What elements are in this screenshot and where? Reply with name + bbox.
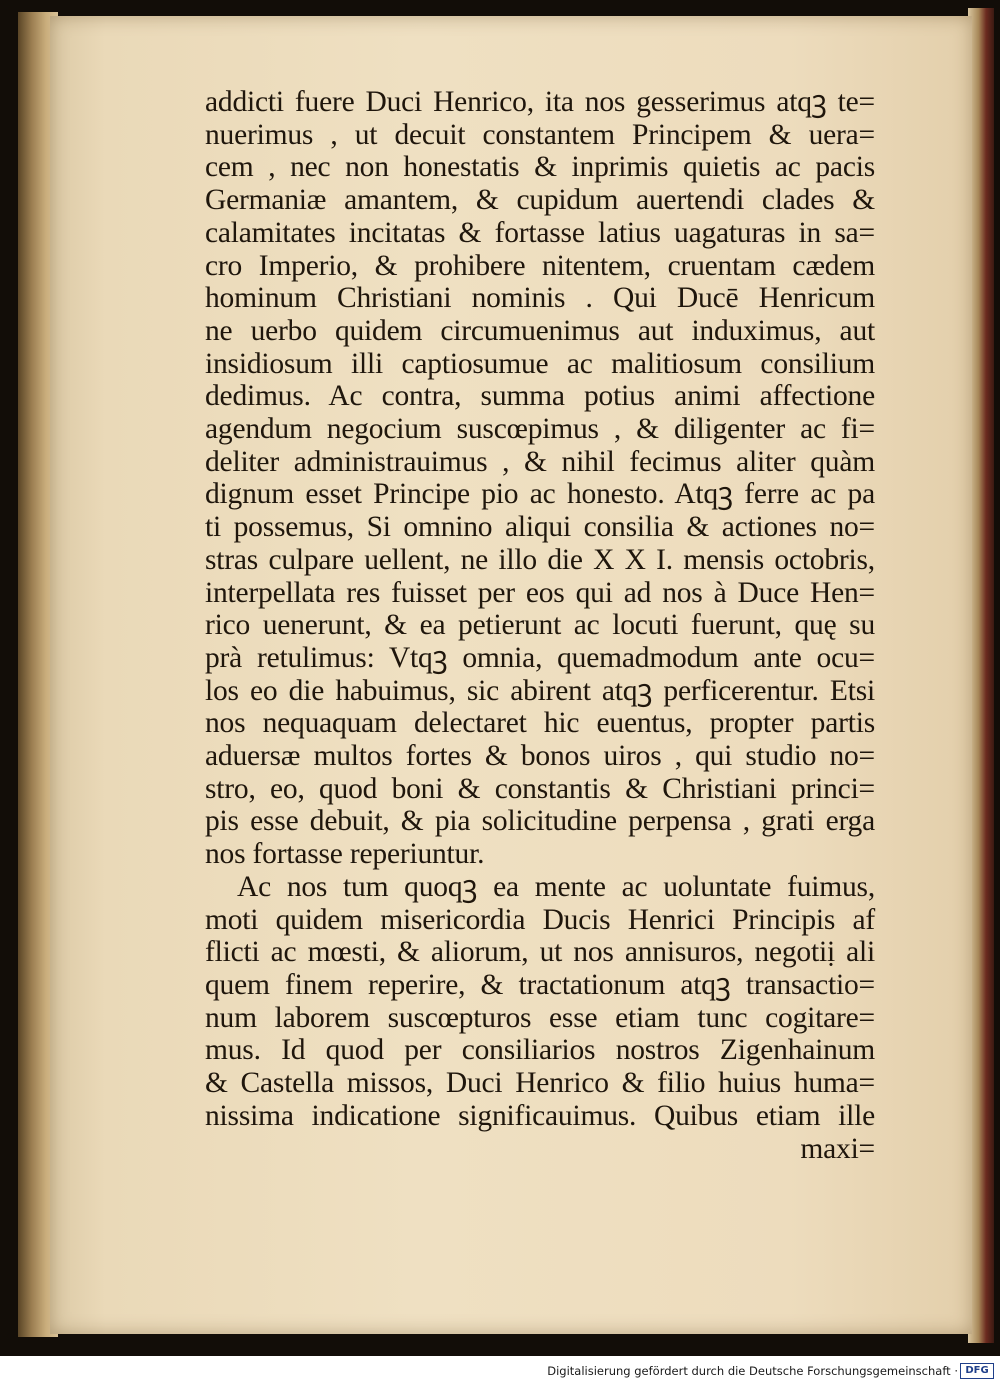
text-line: dignum esset Principe pio ac honesto. Atqꝫ ferre ac pa xyxy=(205,478,875,511)
text-line: nissima indicatione significauimus. Quibus etiam ille xyxy=(205,1099,875,1132)
text-line: nos nequaquam delectaret hic euentus, propter partis xyxy=(205,707,875,740)
text-line: Germaniæ amantem, & cupidum auertendi clades & xyxy=(205,184,875,217)
text-line: cem , nec non honestatis & inprimis quietis ac pacis xyxy=(205,151,875,184)
text-line: stro, eo, quod boni & constantis & Christiani princi= xyxy=(205,772,875,805)
text-line: insidiosum illi captiosumue ac malitiosum consilium xyxy=(205,347,875,380)
page-text-block xyxy=(205,86,875,1165)
text-line: calamitates incitatas & fortasse latius uagaturas in sa= xyxy=(205,216,875,249)
text-line: addicti fuere Duci Henrico, ita nos gesserimus atqꝫ te= xyxy=(205,86,875,118)
funding-credit: Digitalisierung gefördert durch die Deutsche Forschungsgemeinschaft · xyxy=(547,1364,958,1378)
text-line: ne uerbo quidem circumuenimus aut induximus, aut xyxy=(205,314,875,347)
text-line: hominum Christiani nominis . Qui Ducē Henricum xyxy=(205,282,875,315)
text-line: pis esse debuit, & pia solicitudine perpensa , grati erga xyxy=(205,805,875,838)
text-line: deliter administrauimus , & nihil fecimus aliter quàm xyxy=(205,445,875,478)
text-line: aduersæ multos fortes & bonos uiros , qui studio no= xyxy=(205,740,875,773)
text-line: quem finem reperire, & tractationum atqꝫ transactio= xyxy=(205,968,875,1001)
text-line: los eo die habuimus, sic abirent atqꝫ perficerentur. Etsi xyxy=(205,674,875,707)
text-line: prà retulimus: Vtqꝫ omnia, quemadmodum ante ocu= xyxy=(205,641,875,674)
text-line: nuerimus , ut decuit constantem Principem & uera= xyxy=(205,118,875,151)
catchword: maxi= xyxy=(800,1132,875,1165)
text-line: flicti ac mœsti, & aliorum, ut nos annisuros, negotiị ali xyxy=(205,936,875,969)
text-line: num laborem suscœpturos esse etiam tunc cogitare= xyxy=(205,1001,875,1034)
text-line: agendum negocium suscœpimus , & diligenter ac fi= xyxy=(205,413,875,446)
text-line: cro Imperio, & prohibere nitentem, cruentam cædem xyxy=(205,249,875,282)
text-line-paragraph-end: nos fortasse reperiuntur. xyxy=(205,838,485,871)
text-line: stras culpare uellent, ne illo die X X I. mensis octobris, xyxy=(205,543,875,576)
dfg-logo-icon: DFG xyxy=(960,1363,994,1379)
text-line: dedimus. Ac contra, summa potius animi affectione xyxy=(205,380,875,413)
footer-bar xyxy=(0,1360,1000,1381)
text-line: rico uenerunt, & ea petierunt ac locuti fuerunt, quę su xyxy=(205,609,875,642)
text-line: moti quidem misericordia Ducis Henrici Principis af xyxy=(205,903,875,936)
text-line: ti possemus, Si omnino aliqui consilia & actiones no= xyxy=(205,511,875,544)
text-line-paragraph-start: Ac nos tum quoqꝫ ea mente ac uoluntate fuimus, xyxy=(237,870,875,903)
text-line: mus. Id quod per consiliarios nostros Zigenhainum xyxy=(205,1034,875,1067)
text-line: & Castella missos, Duci Henrico & filio huius huma= xyxy=(205,1067,875,1100)
text-line: interpellata res fuisset per eos qui ad nos à Duce Hen= xyxy=(205,576,875,609)
